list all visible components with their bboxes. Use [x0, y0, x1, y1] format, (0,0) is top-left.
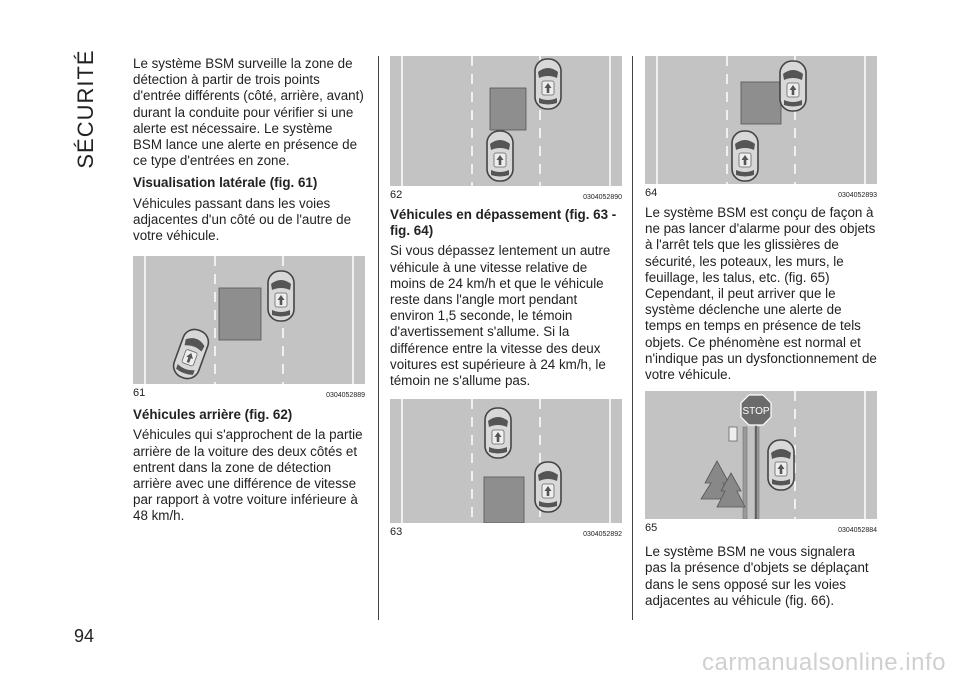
figure-62-illustration [390, 56, 622, 186]
figure-number: 65 [645, 522, 658, 535]
figure-65-illustration [645, 391, 877, 519]
overtaking-paragraph: Si vous dépassez lentement un autre véhicule à une vitesse relative de moins de 24 km/h et que le véhicule reste dans l'angle mort pendant environ 1,5 seconde, le témoin d'avertissement s'allume. Si la différence entre la vitesse des deux voitures est supérieure à 24 km/h, le témoin ne s'allume pas. [390, 243, 611, 389]
figure-code: 0304052884 [838, 527, 877, 535]
figure-code: 0304052890 [583, 194, 622, 201]
page-number: 94 [74, 626, 95, 646]
figure-62 [390, 56, 622, 201]
stop-sign-label: STOP [742, 406, 770, 418]
column-divider [632, 56, 633, 620]
figure-number: 64 [645, 187, 658, 199]
figure-code: 0304052893 [838, 192, 877, 199]
figure-64-illustration [645, 56, 877, 184]
column-3 [645, 56, 877, 615]
heading-rear-vehicles: Véhicules arrière (fig. 62) [133, 407, 293, 423]
figure-number: 63 [390, 526, 403, 539]
figure-code: 0304052889 [326, 392, 365, 400]
figure-61 [133, 256, 365, 399]
watermark: carmanualsonline.info [702, 649, 946, 676]
figure-61-illustration [133, 256, 365, 384]
opposite-direction-paragraph: Le système BSM ne vous signalera pas la présence d'objets se déplaçant dans le sens opposé sur les voies adjacentes au véhicule (fig. 66). [645, 544, 869, 608]
heading-overtaking: Véhicules en dépassement (fig. 63 - fig. 64) [390, 207, 617, 239]
figure-number: 61 [133, 387, 146, 400]
section-title: SÉCURITÉ [73, 49, 98, 169]
column-2 [390, 56, 622, 542]
figure-code: 0304052892 [583, 531, 622, 539]
figure-63 [390, 399, 622, 538]
side-view-paragraph: Véhicules passant dans les voies adjacentes d'un côté ou de l'autre de votre véhicule. [133, 195, 352, 244]
rear-vehicles-paragraph: Véhicules qui s'approchent de la partie arrière de la voiture des deux côtés et entrent dans la zone de détection arrière avec une différence de vitesse par rapport à votre voiture inférieure à 48 km/h. [133, 427, 363, 524]
figure-number: 62 [390, 189, 403, 201]
column-1 [133, 56, 365, 531]
figure-63-illustration [390, 399, 622, 523]
figure-64 [645, 56, 877, 199]
figure-65 [645, 391, 877, 534]
stationary-objects-paragraph: Le système BSM est conçu de façon à ne pas lancer d'alarme pour des objets à l'arrêt tels que les glissières de sécurité, les poteaux, les murs, le feuillage, les talus, etc. (fig. 65) Cependant, il peut arriver que le système déclenche une alerte de temps en temps en présence de tels objets. Ce phénomène est normal et n'indique pas un dysfonctionnement de votre véhicule. [645, 205, 877, 383]
heading-side-view: Visualisation latérale (fig. 61) [133, 175, 318, 191]
intro-paragraph: Le système BSM surveille la zone de détection à partir de trois points d'entrée différents (côté, arrière, avant) durant la conduite pour vérifier si une alerte est nécessaire. Le système BSM lance une alerte en présence de ce type d'entrées en zone. [133, 56, 364, 169]
column-divider [378, 56, 379, 620]
